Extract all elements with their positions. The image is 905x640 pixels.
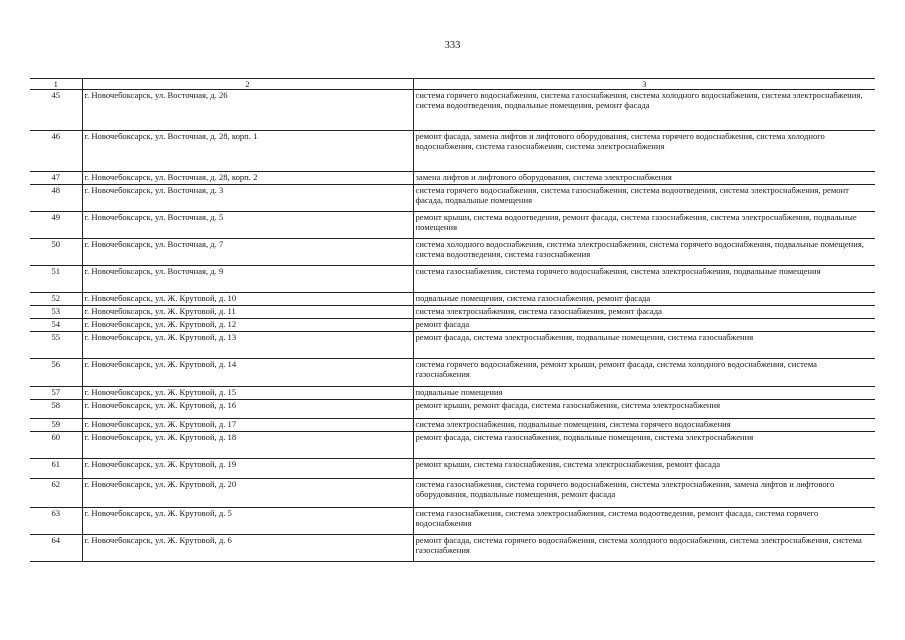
row-address: г. Новочебоксарск, ул. Восточная, д. 5 [82,212,413,239]
row-works: ремонт фасада [413,319,875,332]
row-number: 63 [30,508,82,535]
table-row [30,535,875,562]
row-number: 56 [30,359,82,387]
row-address: г. Новочебоксарск, ул. Ж. Крутовой, д. 6 [82,535,413,562]
row-address: г. Новочебоксарск, ул. Ж. Крутовой, д. 20 [82,479,413,508]
table-row [30,479,875,508]
row-works: система газоснабжения, система горячего водоснабжения, система электроснабжения, подвальные помещения [413,266,875,293]
row-works: система горячего водоснабжения, система газоснабжения, система холодного водоснабжения, система электроснабжения, система водоотведения, подвальные помещения, ремонт фасада [413,90,875,131]
row-number: 59 [30,419,82,432]
row-works: ремонт крыши, система водоотведения, ремонт фасада, система газоснабжения, система электроснабжения, подвальные помещения [413,212,875,239]
row-works: замена лифтов и лифтового оборудования, система электроснабжения [413,172,875,185]
column-header-works: 3 [413,79,875,90]
row-works: система холодного водоснабжения, система электроснабжения, система горячего водоснабжения, подвальные помещения, система водоотведения, система газоснабжения [413,239,875,266]
row-works: подвальные помещения, система газоснабжения, ремонт фасада [413,293,875,306]
table-row [30,306,875,319]
row-address: г. Новочебоксарск, ул. Ж. Крутовой, д. 14 [82,359,413,387]
row-works: ремонт фасада, система горячего водоснабжения, система холодного водоснабжения, система электроснабжения, система газоснабжения [413,535,875,562]
table-row [30,131,875,172]
table-row [30,508,875,535]
column-header-address: 2 [82,79,413,90]
table-row [30,400,875,419]
row-works: ремонт фасада, система электроснабжения, подвальные помещения, система газоснабжения [413,332,875,359]
row-works: система электроснабжения, подвальные помещения, система горячего водоснабжения [413,419,875,432]
row-works: система горячего водоснабжения, ремонт крыши, ремонт фасада, система холодного водоснабжения, система газоснабжения [413,359,875,387]
row-works: ремонт крыши, система газоснабжения, система электроснабжения, ремонт фасада [413,459,875,479]
row-number: 60 [30,432,82,459]
table-header-row [30,79,875,90]
row-address: г. Новочебоксарск, ул. Ж. Крутовой, д. 12 [82,319,413,332]
row-address: г. Новочебоксарск, ул. Ж. Крутовой, д. 19 [82,459,413,479]
row-number: 48 [30,185,82,212]
table-row [30,387,875,400]
row-address: г. Новочебоксарск, ул. Ж. Крутовой, д. 5 [82,508,413,535]
table-row [30,90,875,131]
row-address: г. Новочебоксарск, ул. Восточная, д. 28, корп. 1 [82,131,413,172]
row-number: 46 [30,131,82,172]
row-number: 50 [30,239,82,266]
table-row [30,239,875,266]
row-works: система горячего водоснабжения, система газоснабжения, система водоотведения, система электроснабжения, ремонт фасада, подвальные помещения [413,185,875,212]
table-row [30,359,875,387]
row-number: 49 [30,212,82,239]
table-row [30,432,875,459]
row-address: г. Новочебоксарск, ул. Ж. Крутовой, д. 10 [82,293,413,306]
table-row [30,319,875,332]
table-row [30,293,875,306]
column-header-number: 1 [30,79,82,90]
row-address: г. Новочебоксарск, ул. Восточная, д. 28, корп. 2 [82,172,413,185]
row-number: 54 [30,319,82,332]
row-number: 52 [30,293,82,306]
row-works: система газоснабжения, система горячего водоснабжения, система электроснабжения, замена лифтов и лифтового оборудования, подвальные помещения, ремонт фасада [413,479,875,508]
buildings-table [30,78,875,562]
row-address: г. Новочебоксарск, ул. Ж. Крутовой, д. 16 [82,400,413,419]
row-number: 53 [30,306,82,319]
row-number: 55 [30,332,82,359]
table-row [30,212,875,239]
table-row [30,419,875,432]
row-works: ремонт крыши, ремонт фасада, система газоснабжения, система электроснабжения [413,400,875,419]
table-row [30,459,875,479]
row-address: г. Новочебоксарск, ул. Ж. Крутовой, д. 11 [82,306,413,319]
row-address: г. Новочебоксарск, ул. Восточная, д. 7 [82,239,413,266]
row-address: г. Новочебоксарск, ул. Ж. Крутовой, д. 17 [82,419,413,432]
row-number: 51 [30,266,82,293]
row-number: 62 [30,479,82,508]
row-works: ремонт фасада, система газоснабжения, подвальные помещения, система электроснабжения [413,432,875,459]
row-works: подвальные помещения [413,387,875,400]
row-address: г. Новочебоксарск, ул. Ж. Крутовой, д. 15 [82,387,413,400]
row-address: г. Новочебоксарск, ул. Ж. Крутовой, д. 18 [82,432,413,459]
table-row [30,185,875,212]
table-row [30,172,875,185]
row-works: система газоснабжения, система электроснабжения, система водоотведения, ремонт фасада, система горячего водоснабжения [413,508,875,535]
row-works: система электроснабжения, система газоснабжения, ремонт фасада [413,306,875,319]
table-row [30,332,875,359]
row-number: 57 [30,387,82,400]
row-number: 58 [30,400,82,419]
row-number: 61 [30,459,82,479]
row-address: г. Новочебоксарск, ул. Восточная, д. 9 [82,266,413,293]
row-address: г. Новочебоксарск, ул. Восточная, д. 26 [82,90,413,131]
row-number: 64 [30,535,82,562]
table-row [30,266,875,293]
page-number: 333 [444,40,461,51]
row-number: 47 [30,172,82,185]
row-address: г. Новочебоксарск, ул. Ж. Крутовой, д. 13 [82,332,413,359]
row-address: г. Новочебоксарск, ул. Восточная, д. 3 [82,185,413,212]
row-number: 45 [30,90,82,131]
row-works: ремонт фасада, замена лифтов и лифтового оборудования, система горячего водоснабжения, система холодного водоснабжения, система газоснабжения, система электроснабжения [413,131,875,172]
